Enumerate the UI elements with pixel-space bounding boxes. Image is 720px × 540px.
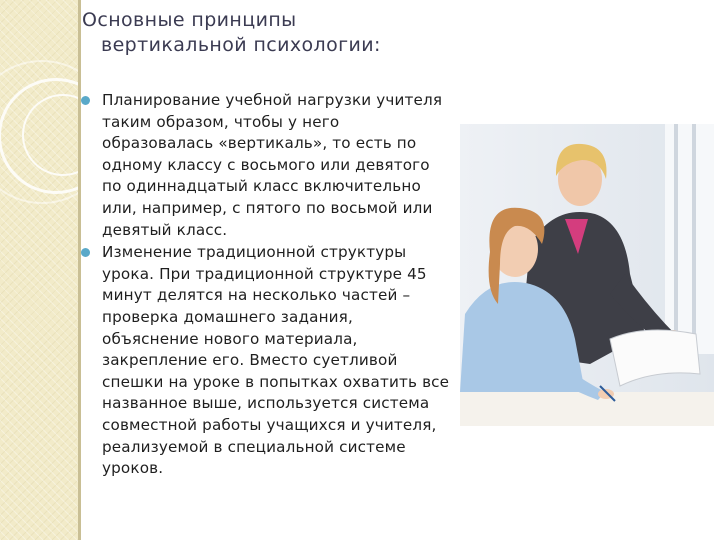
teacher-student-photo [460, 124, 714, 426]
decorative-side-panel [0, 0, 78, 540]
bullet-item [79, 242, 453, 480]
bullet-item [79, 90, 453, 241]
photo-illustration [460, 124, 714, 426]
bullet-text: Изменение традиционной структуры урока. При традиционной структуре 45 минут делятся на несколько частей – проверка домашнего задания, объяснение нового материала, закрепление его. Вместо суетливой спешки на уроке в попытках охватить все названное выше, используется система совместной работы учащихся и учителя, реализуемой в специальной системе уроков. [102, 243, 450, 478]
slide-title [82, 8, 442, 58]
bullet-dot-icon [81, 96, 90, 105]
slide-title-line-1: Основные принципы [82, 9, 297, 31]
slide-title-line-2: вертикальной психологии: [101, 34, 381, 56]
bullet-dot-icon [81, 248, 90, 257]
bullet-list [79, 90, 453, 481]
bullet-text: Планирование учебной нагрузки учителя таким образом, чтобы у него образовалась «вертикаль», то есть по одному классу с восьмого или девятого по одиннадцатый класс включительно или, например, с пятого по восьмой или девятый класс. [102, 91, 443, 239]
